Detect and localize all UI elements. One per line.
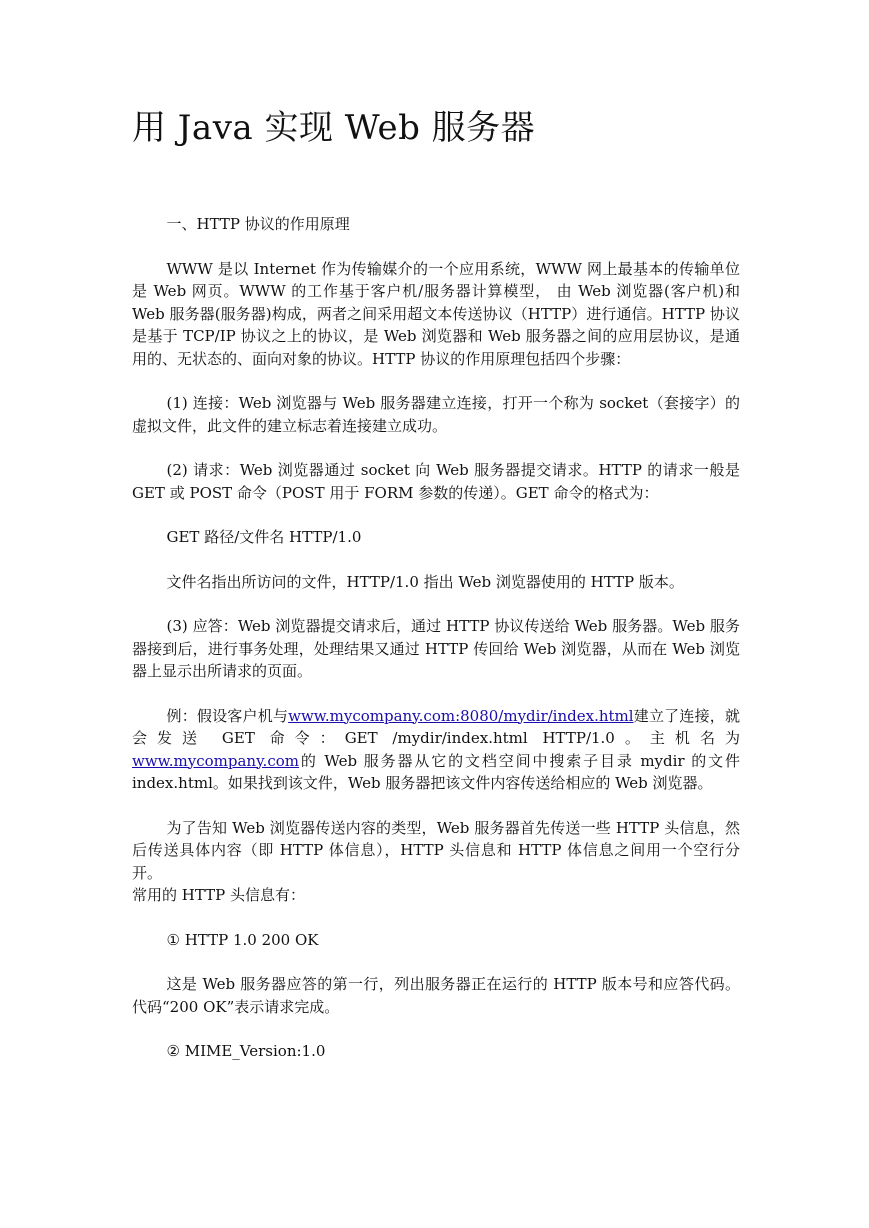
get-format-line: GET 路径/文件名 HTTP/1.0 [166, 528, 362, 546]
common-headers-line: 常用的 HTTP 头信息有： [132, 886, 305, 904]
example-text-3: 的 Web 服务器从它的文档空间中搜索子目录 mydir 的文件 index.html。如果找到该文件，Web 服务器把该文件内容传送给相应的 Web 浏览器。 [132, 751, 740, 792]
mycompany-link[interactable]: www.mycompany.com [132, 751, 299, 770]
section-heading: 一、HTTP 协议的作用原理 [166, 215, 350, 233]
filename-note-paragraph: 文件名指出所访问的文件，HTTP/1.0 指出 Web 浏览器使用的 HTTP 版本。 [166, 572, 684, 591]
page-title: 用 Java 实现 Web 服务器 [132, 108, 536, 148]
example-text-1: 例：假设客户机与 [166, 706, 289, 725]
document-body [132, 213, 740, 1085]
example-text-2: 建立了连接，就会发送 GET 命令：GET /mydir/index.html HTTP/1.0。主机名为 [132, 706, 740, 747]
header1-line: ① HTTP 1.0 200 OK [166, 930, 319, 949]
header2-line: ② MIME_Version:1.0 [166, 1042, 326, 1060]
example-paragraph [132, 705, 740, 795]
header1-description: 这是 Web 服务器应答的第一行，列出服务器正在运行的 HTTP 版本号和应答代码。代码“200 OK”表示请求完成。 [132, 975, 740, 1016]
header-intro-paragraph: 为了告知 Web 浏览器传送内容的类型，Web 服务器首先传送一些 HTTP 头信息，然后传送具体内容（即 HTTP 体信息），HTTP 头信息和 HTTP 体信息之间用一个空行分开。 [132, 818, 740, 882]
mycompany-index-link[interactable]: www.mycompany.com:8080/mydir/index.html [288, 706, 634, 725]
intro-paragraph: WWW 是以 Internet 作为传输媒介的一个应用系统，WWW 网上最基本的传输单位是 Web 网页。WWW 的工作基于客户机/服务器计算模型， 由 Web 浏览器(客户机)和 Web 服务器(服务器)构成，两者之间采用超文本传送协议（HTTP）进行通信。HTTP 协议是基于 TCP/IP 协议之上的协议，是 Web 浏览器和 Web 服务器之间的应用层协议，是通用的、无状态的、面向对象的协议。HTTP 协议的作用原理包括四个步骤： [132, 259, 740, 368]
step2-paragraph: (2) 请求：Web 浏览器通过 socket 向 Web 服务器提交请求。HTTP 的请求一般是 GET 或 POST 命令（POST 用于 FORM 参数的传递）。GET 命令的格式为： [132, 461, 740, 502]
step1-paragraph: (1) 连接：Web 浏览器与 Web 服务器建立连接，打开一个称为 socket（套接字）的虚拟文件，此文件的建立标志着连接建立成功。 [132, 394, 740, 435]
step3-paragraph: (3) 应答：Web 浏览器提交请求后，通过 HTTP 协议传送给 Web 服务器。Web 服务器接到后，进行事务处理，处理结果又通过 HTTP 传回给 Web 浏览器，从而在 Web 浏览器上显示出所请求的页面。 [132, 617, 740, 680]
